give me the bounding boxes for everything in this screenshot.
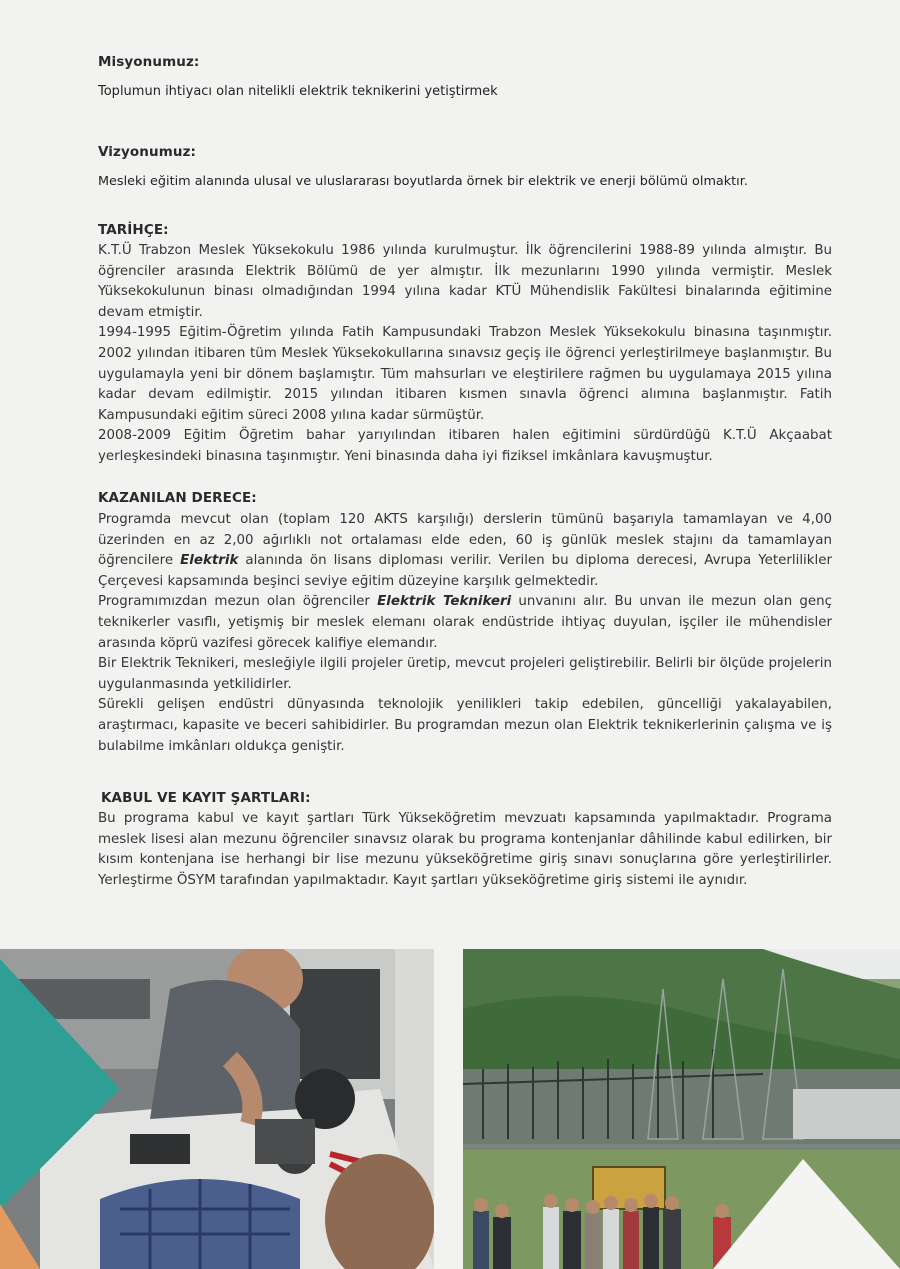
degree-p2-text-a: Programımızdan mezun olan öğrenciler: [98, 594, 378, 610]
degree-paragraph-4: Sürekli gelişen endüstri dünyasında teknolojik yenilikleri takip edebilen, güncelliği yakalayabilen, araştırmacı, kapasite ve beceri sahibidirler. Bu programdan mezun olan Elektrik teknikerlerinin çalışma ve iş bulabilme imkânları oldukça geniştir.: [98, 697, 832, 754]
workshop-illustration: [0, 949, 434, 1269]
admission-paragraph-1: Bu programa kabul ve kayıt şartları Türk Yükseköğretim mevzuatı kapsamında yapılmaktadır. Programa meslek lisesi alan mezunu öğrenciler sınavsız olarak bu programa kontenjanlar dâhilinde kabul edilirken, bir kısım kontenjana ise herhangi bir lise mezunu yükseköğretime giriş sınavı sonuçlarına göre yerleştirilirler. Yerleştirme ÖSYM tarafından yapılmaktadır. Kayıt şartları yükseköğretime giriş sistemi ile aynıdır.: [98, 811, 832, 888]
degree-p2-emphasis: Elektrik Teknikeri: [377, 594, 512, 610]
degree-paragraph-3: Bir Elektrik Teknikeri, mesleğiyle ilgili projeler üretip, mevcut projeleri geliştirebilir. Belirli bir ölçüde projelerin uygulanmasında yetkilidirler.: [98, 656, 832, 692]
history-paragraph-3: 2008-2009 Eğitim Öğretim bahar yarıyılından itibaren halen eğitimini sürdürdüğü K.T.Ü Akçaabat yerleşkesindeki binasına taşınmıştır. Yeni binasında daha iyi fiziksel imkânlara kavuşmuştur.: [98, 428, 832, 464]
degree-paragraph-1: [98, 510, 832, 592]
mission-text: Toplumun ihtiyacı olan nitelikli elektrik teknikerini yetiştirmek: [98, 84, 498, 99]
students-workshop-photo: [0, 949, 434, 1269]
admission-heading: KABUL VE KAYIT ŞARTLARI:: [101, 790, 311, 806]
history-section: [98, 241, 832, 468]
degree-heading: KAZANILAN DERECE:: [98, 490, 257, 506]
history-heading: TARİHÇE:: [98, 222, 169, 238]
vision-heading: Vizyonumuz:: [98, 144, 197, 160]
admission-section: [98, 809, 832, 891]
degree-section: [98, 510, 832, 757]
substation-field-trip-photo: [463, 949, 900, 1269]
history-paragraph-2: 1994-1995 Eğitim-Öğretim yılında Fatih Kampusundaki Trabzon Meslek Yüksekokulu binasına taşınmıştır. 2002 yılından itibaren tüm Meslek Yüksekokullarına sınavsız geçiş ile öğrenci yerleştirilmeye başlanmıştır. Bu uygulamayla yeni bir dönem başlamıştır. Tüm mahsurları ve eleştirilere rağmen bu uygulamaya 2015 yılına kadar devam edilmiştir. 2015 yılından itibaren kısmen sınavla öğrenci alımına başlanmıştır. Fatih Kampusundaki eğitim süreci 2008 yılına kadar sürmüştür.: [98, 325, 832, 423]
degree-p1-text-b: alanında ön lisans diploması verilir. Verilen bu diploma derecesi, Avrupa Yeterlilikler Çerçevesi kapsamında beşinci seviye eğitim düzeyine karşılık gelmektedir.: [98, 553, 832, 589]
degree-p1-emphasis: Elektrik: [180, 553, 239, 569]
vision-text: Mesleki eğitim alanında ulusal ve uluslararası boyutlarda örnek bir elektrik ve enerji bölümü olmaktır.: [98, 174, 748, 189]
mission-heading: Misyonumuz:: [98, 54, 200, 70]
degree-paragraph-2: [98, 592, 832, 654]
history-paragraph-1: K.T.Ü Trabzon Meslek Yüksekokulu 1986 yılında kurulmuştur. İlk öğrencilerini 1988-89 yılında almıştır. Bu öğrenciler arasında Elektrik Bölümü de yer almıştır. İlk mezunlarını 1990 yılında vermiştir. Meslek Yüksekokulunun binası olmadığından 1994 yılına kadar KTÜ Mühendislik Fakültesi binalarında eğitimine devam etmiştir.: [98, 243, 832, 320]
substation-illustration: [463, 949, 900, 1269]
degree-p1-text-a: Programda mevcut olan (toplam 120 AKTS karşılığı) derslerin tümünü başarıyla tamamlayan ve 4,00 üzerinden en az 2,00 ağırlıklı not ortalaması elde eden, 60 iş günlük meslek stajını da tamamlayan öğrencilere: [98, 512, 832, 569]
degree-p2-text-b: unvanını alır. Bu unvan ile mezun olan genç teknikerler vasıflı, yetişmiş bir meslek elemanı olarak endüstride ihtiyaç duyulan, işçiler ile mühendisler arasında köprü vazifesi görecek kalifiye elemandır.: [98, 594, 833, 651]
